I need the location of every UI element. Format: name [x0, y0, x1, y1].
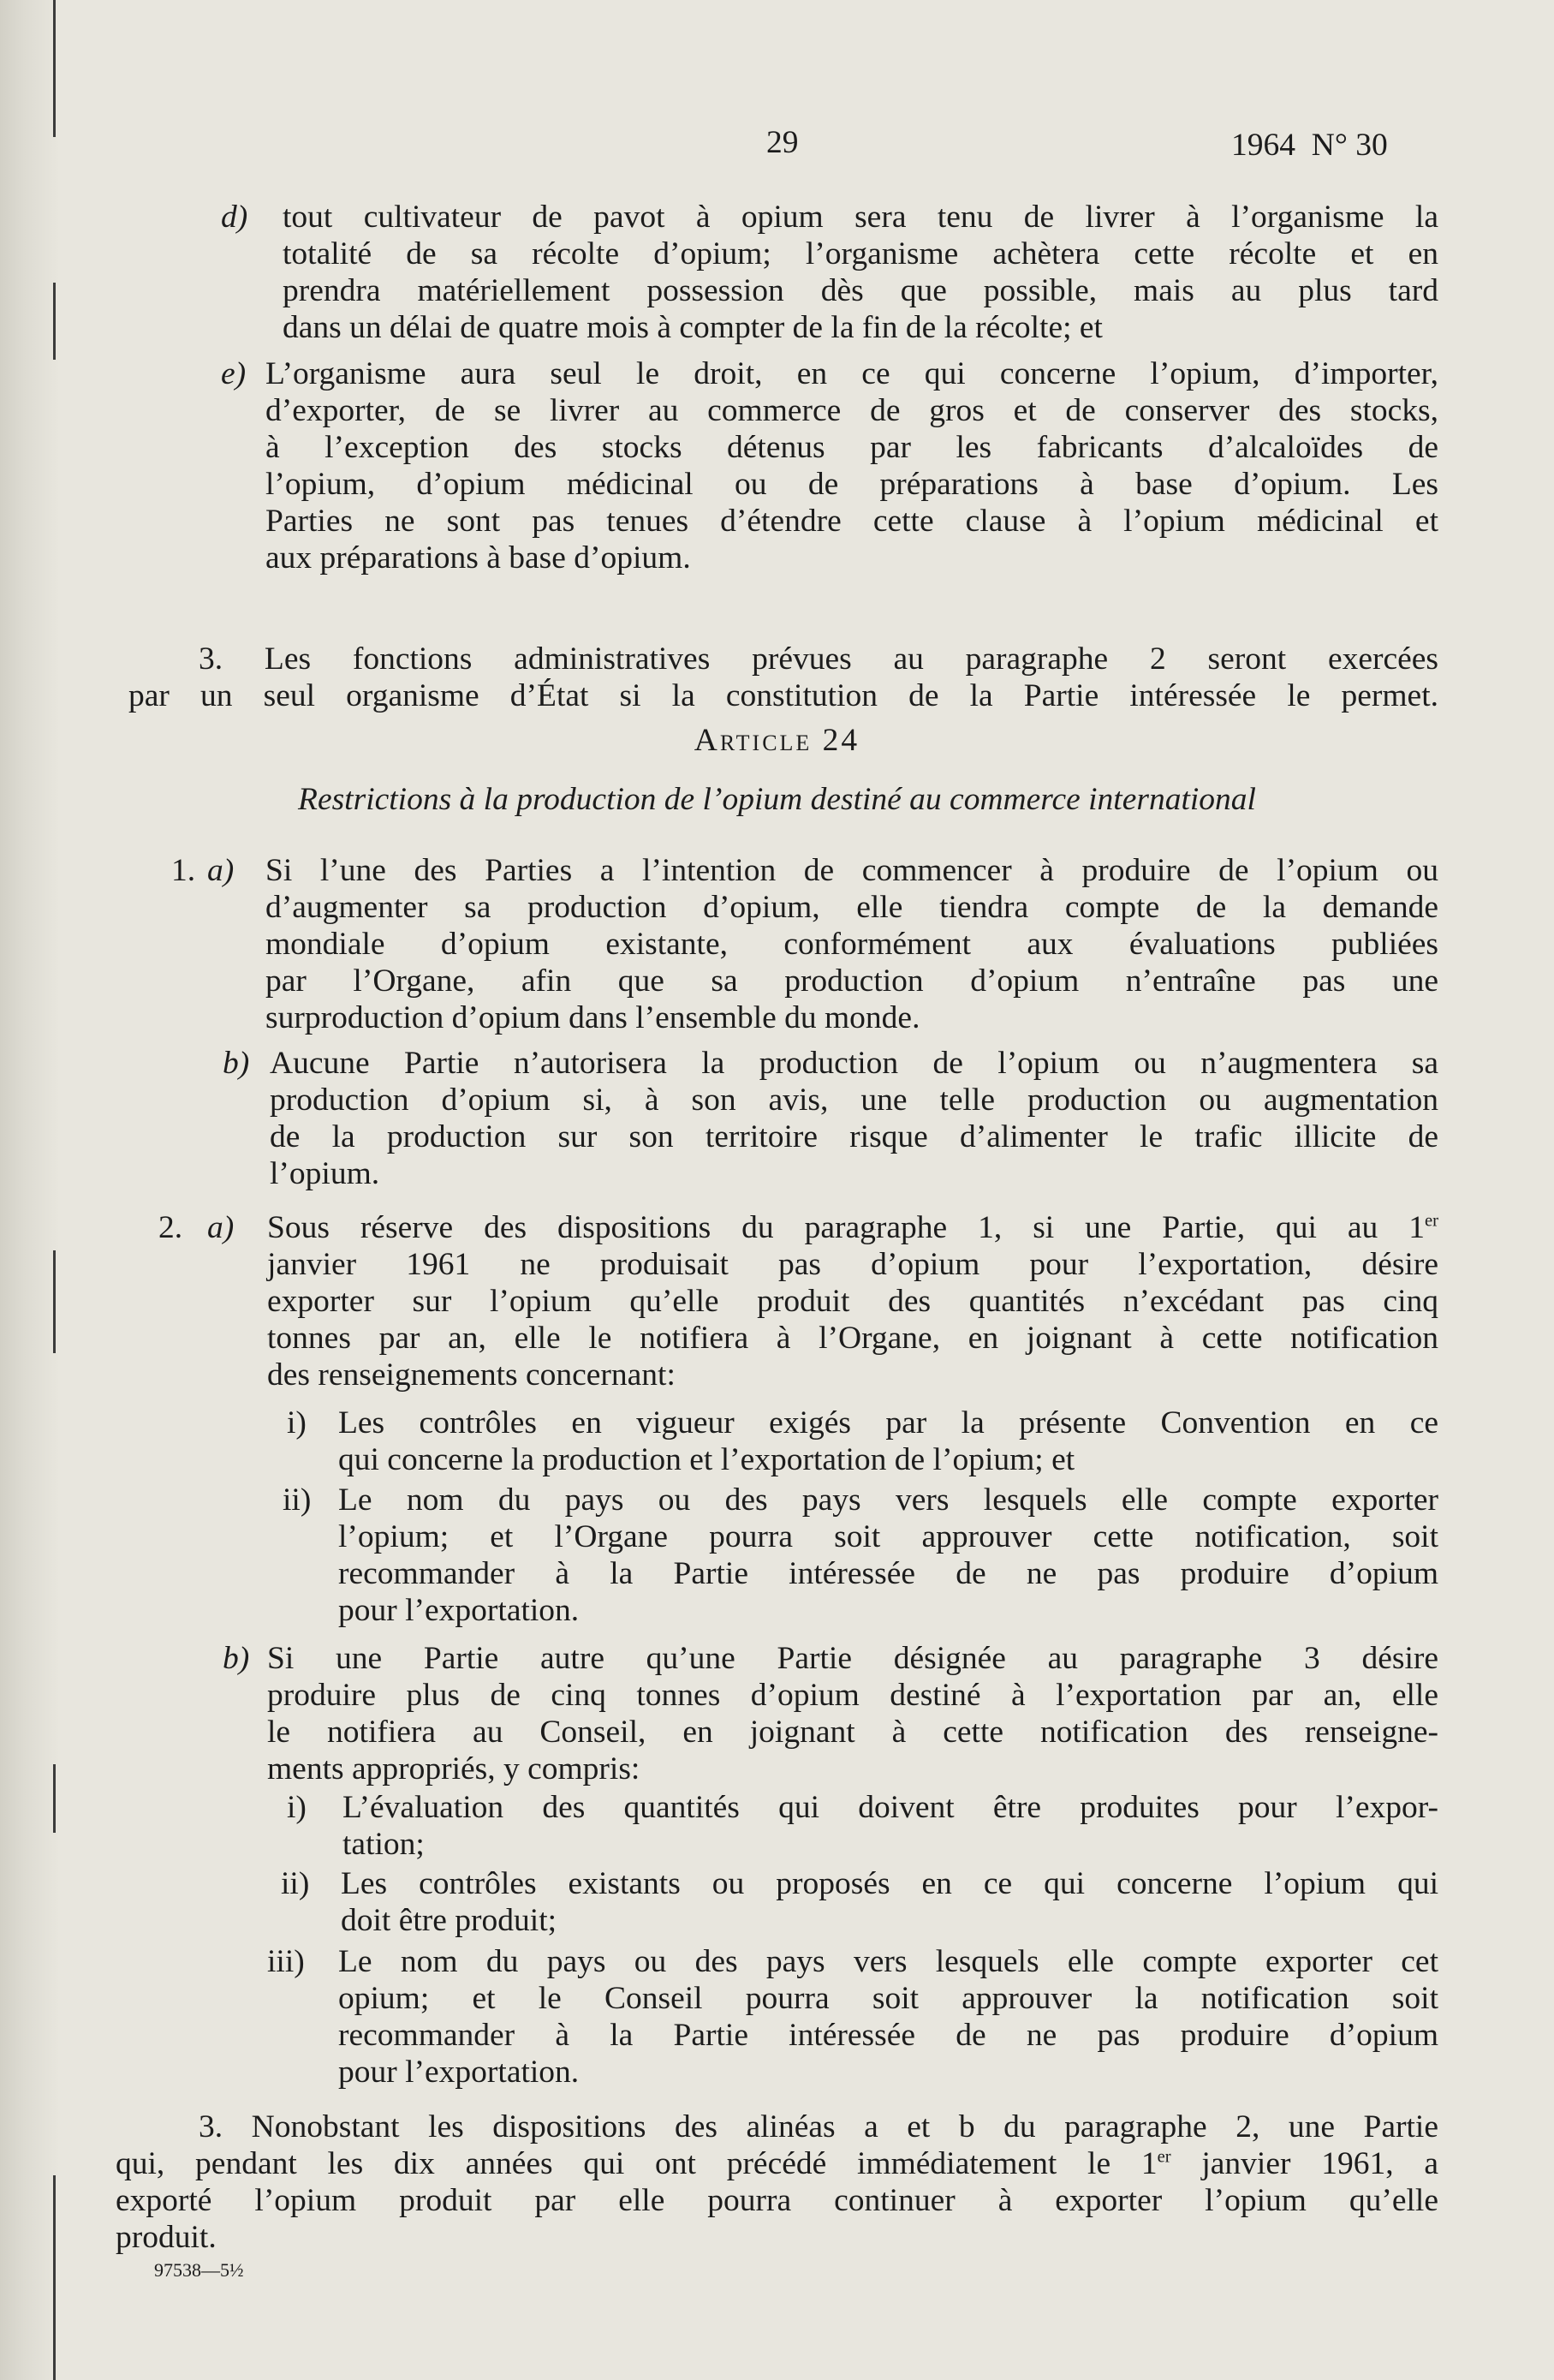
text-line: l’opium.: [270, 1156, 380, 1191]
text-line: pour l’exportation.: [338, 1593, 580, 1628]
text-line: tation;: [342, 1827, 425, 1862]
text-line: production d’opium si, à son avis, une telle production ou augmentation: [270, 1083, 1438, 1118]
text-line: recommander à la Partie intéressée de ne pas produire d’opium: [338, 2018, 1438, 2053]
text-line: recommander à la Partie intéressée de ne pas produire d’opium: [338, 1556, 1438, 1591]
text-line: surproduction d’opium dans l’ensemble du monde.: [265, 1000, 920, 1035]
text-line: doit être produit;: [341, 1903, 557, 1938]
clause-label: b): [223, 1046, 250, 1081]
text-line: à l’exception des stocks détenus par les fabricants d’alcaloïdes de: [265, 430, 1438, 465]
text-line: opium; et le Conseil pourra soit approuver la notification soit: [338, 1981, 1438, 2016]
text-line: tonnes par an, elle le notifiera à l’Organe, en joignant à cette notification: [267, 1321, 1438, 1356]
text-line: pour l’exportation.: [338, 2055, 580, 2090]
clause-label: a): [207, 1210, 235, 1245]
text-line: prendra matériellement possession dès que possible, mais au plus tard: [283, 273, 1438, 308]
text-line: Si une Partie autre qu’une Partie désignée au paragraphe 3 désire: [267, 1641, 1438, 1676]
clause-label: iii): [267, 1944, 305, 1979]
text-line: de la production sur son territoire risque d’alimenter le trafic illicite de: [270, 1119, 1438, 1154]
clause-label: e): [221, 356, 247, 391]
article-title: Restrictions à la production de l’opium destiné au commerce international: [298, 782, 1256, 817]
text-line: Aucune Partie n’autorisera la production de l’opium ou n’augmentera sa: [270, 1046, 1438, 1081]
clause-label: i): [287, 1405, 307, 1441]
text-line: mondiale d’opium existante, conformément aux évaluations publiées: [265, 927, 1438, 962]
document-year-number: 1964 N° 30: [1231, 128, 1388, 163]
text-line: L’évaluation des quantités qui doivent être produites pour l’expor-: [342, 1790, 1438, 1825]
text-line: totalité de sa récolte d’opium; l’organisme achètera cette récolte et en: [283, 236, 1438, 271]
text-line: Sous réserve des dispositions du paragraphe 1, si une Partie, qui au 1er: [267, 1210, 1438, 1245]
text-line: 3. Nonobstant les dispositions des alinéas a et b du paragraphe 2, une Partie: [199, 2109, 1438, 2144]
clause-label: a): [207, 853, 235, 888]
text-line: produire plus de cinq tonnes d’opium destiné à l’exportation par an, elle: [267, 1678, 1438, 1713]
text-line: Les contrôles existants ou proposés en ce qui concerne l’opium qui: [341, 1866, 1438, 1901]
text-line: Les contrôles en vigueur exigés par la présente Convention en ce: [338, 1405, 1438, 1441]
text-line: dans un délai de quatre mois à compter de la fin de la récolte; et: [283, 310, 1103, 345]
clause-label: d): [221, 200, 248, 235]
text-line: ments appropriés, y compris:: [267, 1751, 640, 1786]
page-number: 29: [766, 125, 799, 160]
text-line: produit.: [116, 2220, 217, 2255]
text-line: Si l’une des Parties a l’intention de commencer à produire de l’opium ou: [265, 853, 1438, 888]
paragraph-number: 2.: [158, 1210, 183, 1245]
clause-label: ii): [281, 1866, 310, 1901]
printer-code: 97538—5½: [154, 2259, 244, 2281]
text-line: janvier 1961 ne produisait pas d’opium pour l’exportation, désire: [267, 1247, 1438, 1282]
paragraph-number: 1.: [171, 853, 196, 888]
text-line: l’opium; et l’Organe pourra soit approuver cette notification, soit: [338, 1519, 1438, 1554]
text-line: 3. Les fonctions administratives prévues au paragraphe 2 seront exercées: [199, 641, 1438, 677]
text-line: par un seul organisme d’État si la constitution de la Partie intéressée le permet.: [128, 678, 1438, 713]
text-line: l’opium, d’opium médicinal ou de préparations à base d’opium. Les: [265, 467, 1438, 502]
text-line: aux préparations à base d’opium.: [265, 540, 691, 576]
text-line: Parties ne sont pas tenues d’étendre cette clause à l’opium médicinal et: [265, 504, 1438, 539]
text-line: le notifiera au Conseil, en joignant à cette notification des renseigne-: [267, 1715, 1438, 1750]
clause-label: b): [223, 1641, 250, 1676]
text-line: Le nom du pays ou des pays vers lesquels elle compte exporter: [338, 1482, 1438, 1518]
text-line: Le nom du pays ou des pays vers lesquels elle compte exporter cet: [338, 1944, 1438, 1979]
text-line: exporter sur l’opium qu’elle produit des quantités n’excédant pas cinq: [267, 1284, 1438, 1319]
text-line: exporté l’opium produit par elle pourra continuer à exporter l’opium qu’elle: [116, 2183, 1438, 2218]
text-line: qui concerne la production et l’exportation de l’opium; et: [338, 1442, 1075, 1477]
clause-label: i): [287, 1790, 307, 1825]
text-line: d’augmenter sa production d’opium, elle tiendra compte de la demande: [265, 890, 1438, 925]
text-line: tout cultivateur de pavot à opium sera tenu de livrer à l’organisme la: [283, 200, 1438, 235]
text-line: d’exporter, de se livrer au commerce de gros et de conserver des stocks,: [265, 393, 1438, 428]
article-heading: Article 24: [694, 723, 860, 758]
clause-label: ii): [283, 1482, 312, 1518]
text-line: qui, pendant les dix années qui ont précédé immédiatement le 1er janvier 1961, a: [116, 2146, 1438, 2181]
text-line: par l’Organe, afin que sa production d’opium n’entraîne pas une: [265, 963, 1438, 999]
text-line: L’organisme aura seul le droit, en ce qui concerne l’opium, d’importer,: [265, 356, 1438, 391]
text-line: des renseignements concernant:: [267, 1357, 676, 1393]
